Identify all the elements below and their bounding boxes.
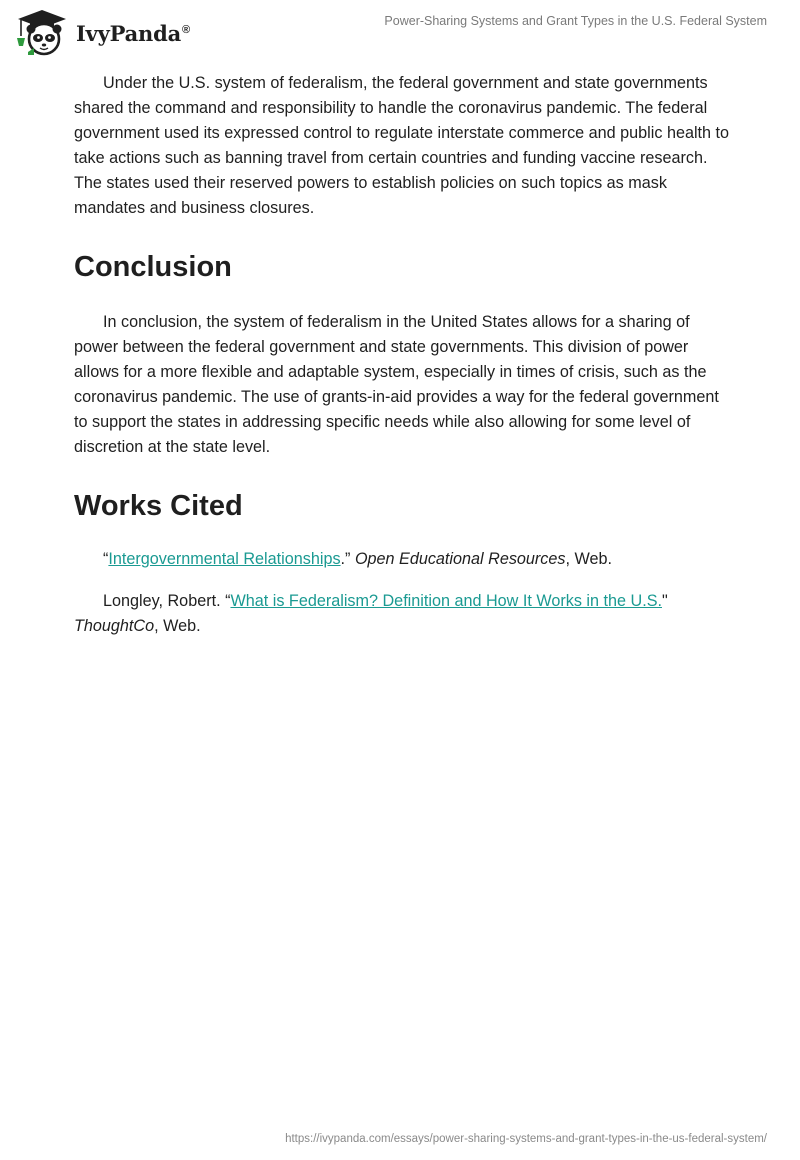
running-title: Power-Sharing Systems and Grant Types in the U.S. Federal System [384,14,767,28]
citation-prefix: Longley, Robert. “ [103,592,231,610]
citation-after-link: " [662,592,668,610]
citation-suffix: , Web. [154,617,201,635]
works-cited-heading: Works Cited [74,490,243,522]
logo-wordmark [76,21,190,46]
paragraph-conclusion: In conclusion, the system of federalism in the United States allows for a sharing of power between the federal government and state governments. This division of power allows for a more flexible and adaptable system, especially in times of crisis, such as the coronavirus pandemic. The use of grants-in-aid provides a way for the federal government to support the states in addressing specific needs while also allowing for some level of discretion at the state level. [74,313,719,456]
citation-prefix: “ [103,550,109,568]
conclusion-heading: Conclusion [74,251,232,283]
citation-source: ThoughtCo [74,617,155,635]
citation-after-link: .” [340,550,355,568]
essay-content [74,71,730,639]
citation-suffix: , Web. [565,550,612,568]
registered-mark: ® [182,23,190,36]
citation-entry [74,589,730,639]
page-header [0,0,800,60]
citation-source: Open Educational Resources [354,550,566,568]
ivypanda-logo[interactable] [14,8,190,56]
citation-link[interactable]: Intergovernmental Relationships [108,550,341,568]
footer-url[interactable]: https://ivypanda.com/essays/power-sharing-systems-and-grant-types-in-the-us-federal-system/ [285,1133,767,1145]
logo-name: IvyPanda [76,20,182,46]
citation-link[interactable]: What is Federalism? Definition and How It Works in the U.S. [230,592,662,610]
citation-entry [74,547,730,572]
panda-graduate-icon [14,8,70,56]
paragraph-federalism: Under the U.S. system of federalism, the federal government and state governments shared the command and responsibility to handle the coronavirus pandemic. The federal government used its expressed control to regulate interstate commerce and public health to take actions such as banning travel from certain countries and funding vaccine research. The states used their reserved powers to establish policies on such topics as mask mandates and business closures. [74,74,730,217]
